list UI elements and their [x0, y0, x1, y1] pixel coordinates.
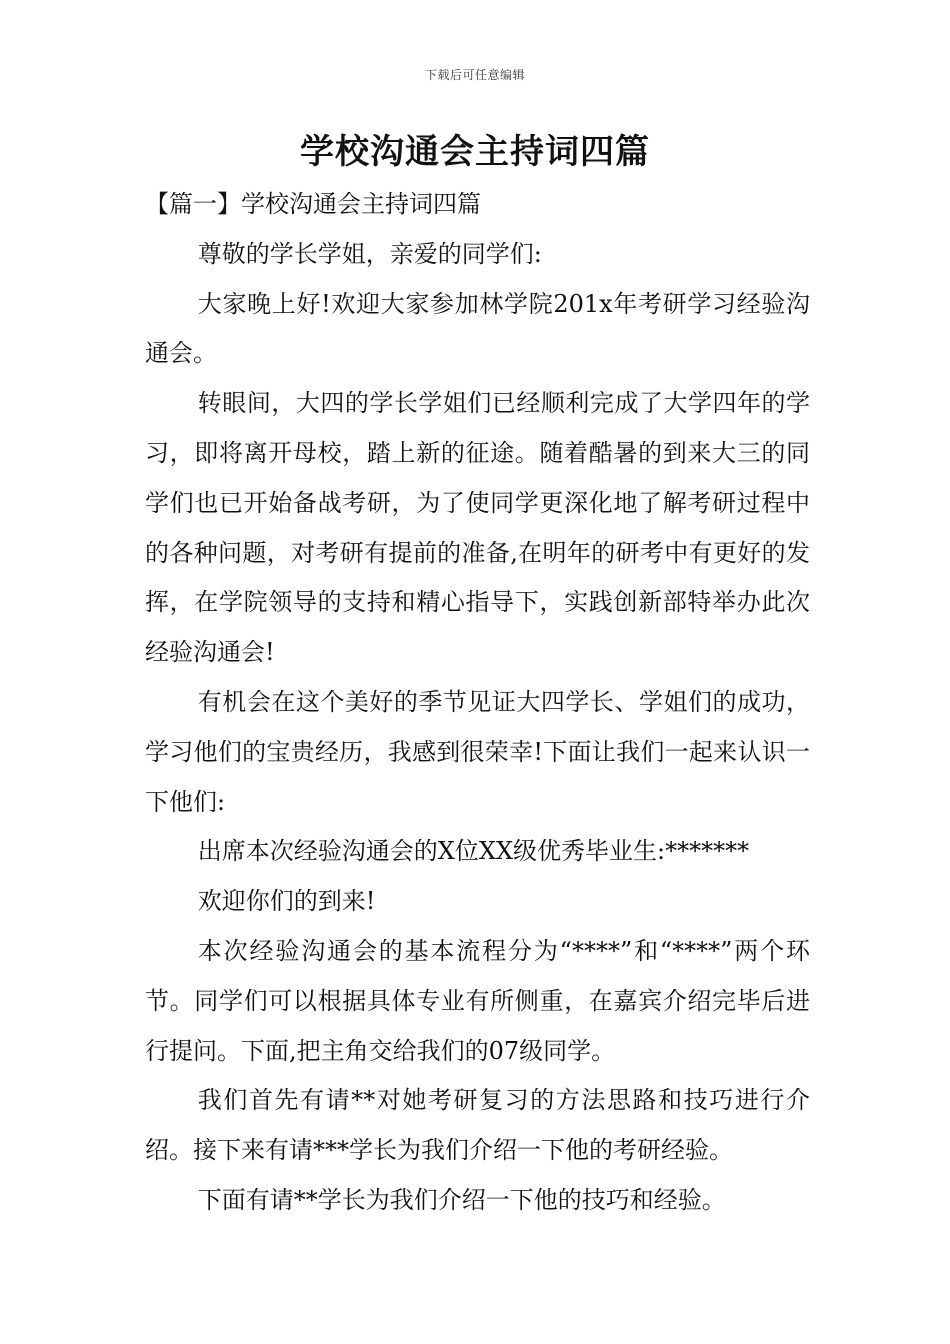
honor-paragraph: 有机会在这个美好的季节见证大四学长、学姐们的成功，学习他们的宝贵经历，我感到很荣幸!下面让我们一起来认识一下他们:	[145, 687, 810, 816]
next-speaker-paragraph: 下面有请**学长为我们介绍一下他的技巧和经验。	[197, 1185, 726, 1214]
greeting-paragraph: 尊敬的学长学姐，亲爱的同学们:	[197, 239, 542, 268]
welcome-guests-paragraph: 欢迎你们的到来!	[197, 887, 376, 916]
document-title: 学校沟通会主持词四篇	[300, 132, 650, 172]
intro-paragraph: 转眼间，大四的学长学姐们已经顺利完成了大学四年的学习，即将离开母校，踏上新的征途。随着酷暑的到来大三的同学们也已开始备战考研，为了使同学更深化地了解考研过程中的各种问题，对考研有提前的准备,在明年的研考中有更好的发挥，在学院领导的支持和精心指导下，实践创新部特举办此次经验沟通会!	[145, 389, 810, 667]
section-heading: 【篇一】学校沟通会主持词四篇	[145, 190, 481, 218]
first-speaker-paragraph: 我们首先有请**对她考研复习的方法思路和技巧进行介绍。接下来有请***学长为我们介绍一下他的考研经验。	[145, 1086, 810, 1165]
header-note: 下载后可任意编辑	[424, 68, 525, 82]
guests-paragraph: 出席本次经验沟通会的X位XX级优秀毕业生:*******	[197, 837, 750, 866]
process-paragraph: 本次经验沟通会的基本流程分为“****”和“****”两个环节。同学们可以根据具体专业有所侧重，在嘉宾介绍完毕后进行提问。下面,把主角交给我们的07级同学。	[145, 936, 810, 1065]
document-body	[145, 180, 810, 1226]
welcome-paragraph: 大家晚上好!欢迎大家参加林学院201x年考研学习经验沟通会。	[145, 289, 810, 368]
